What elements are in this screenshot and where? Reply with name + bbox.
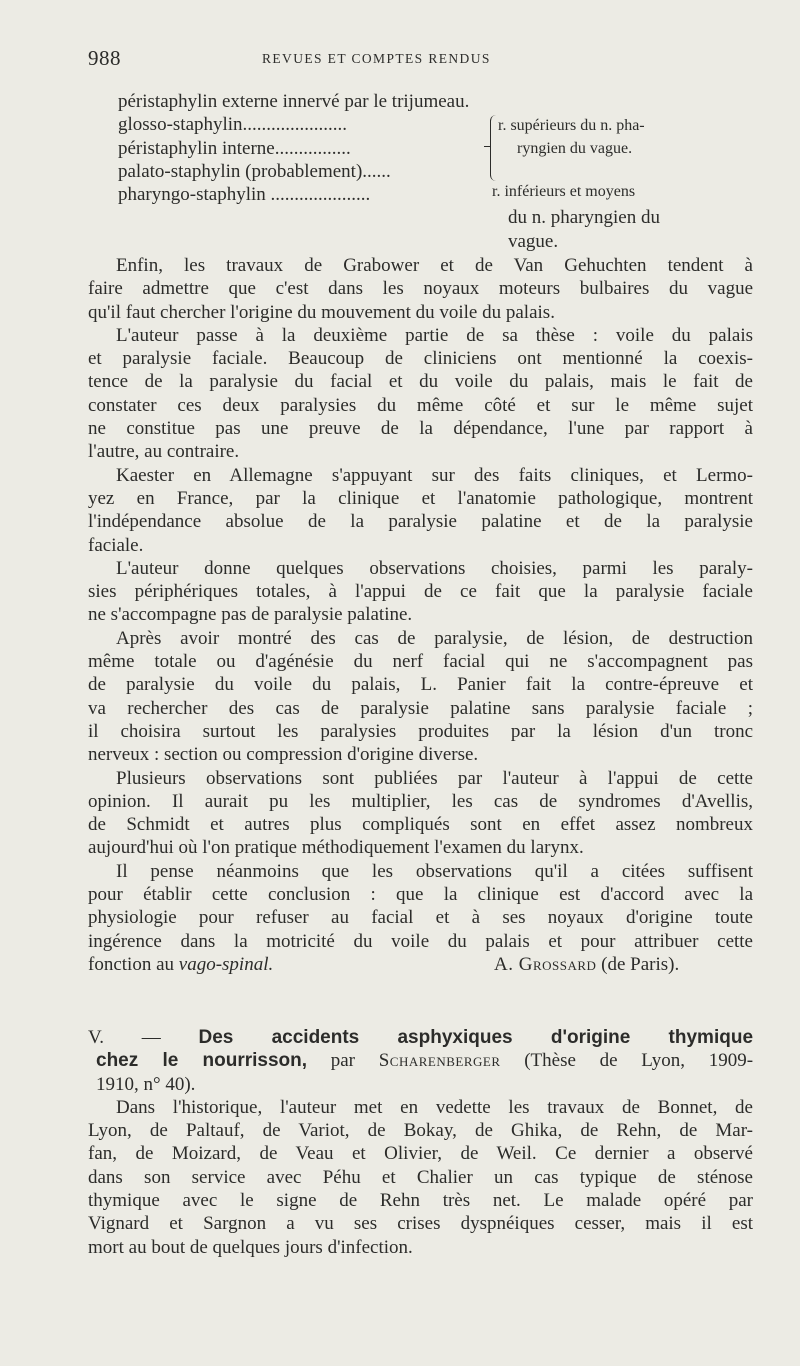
- paragraph-line: de Schmidt et autres plus compliqués sont en effet assez nombreux: [88, 814, 753, 836]
- paragraph-line: constater ces deux paralysies du même côté et sur le même sujet: [88, 394, 753, 416]
- list-item: palato-staphylin (probablement)......: [118, 160, 391, 182]
- paragraph-line: opinion. Il aurait pu les multiplier, les cas de syndromes d'Avellis,: [88, 790, 753, 812]
- paragraph-line: dans son service avec Péhu et Chalier un cas typique de sténose: [88, 1166, 753, 1188]
- paragraph-line: ne s'accompagne pas de paralysie palatine.: [88, 604, 413, 626]
- list-item: pharyngo-staphylin .....................: [118, 184, 371, 206]
- paragraph-line: mort au bout de quelques jours d'infection.: [88, 1236, 413, 1258]
- paragraph-line: L'auteur donne quelques observations choisies, parmi les paraly-: [116, 557, 753, 579]
- page-number: 988: [88, 46, 121, 70]
- paragraph-line: l'autre, au contraire.: [88, 441, 240, 463]
- paragraph-line: de paralysie du voile du palais, L. Panier fait la contre-épreuve et: [88, 674, 753, 696]
- paragraph-line: Il pense néanmoins que les observations qu'il a citées suffisent: [116, 860, 753, 882]
- paragraph-line: qu'il faut chercher l'origine du mouvement du voile du palais.: [88, 301, 555, 323]
- paragraph-line: sies périphériques totales, à l'appui de ce fait que la paralysie faciale: [88, 581, 753, 603]
- paragraph-line: va rechercher des cas de paralysie palatine sans paralysie faciale ;: [88, 697, 753, 719]
- italic-term: vago-spinal.: [178, 953, 274, 975]
- paragraph-line: pour établir cette conclusion : que la clinique est d'accord avec la: [88, 884, 753, 906]
- review-heading: [88, 1026, 753, 1049]
- paragraph-line: aujourd'hui où l'on pratique méthodiquement l'examen du larynx.: [88, 837, 584, 859]
- paragraph-line: l'indépendance absolue de la paralysie palatine et de la paralysie: [88, 511, 753, 533]
- paragraph-line: physiologie pour refuser au facial et à ses noyaux d'origine toute: [88, 907, 753, 929]
- paragraph-line: et paralysie faciale. Beaucoup de cliniciens ont mentionné la coexis-: [88, 348, 753, 370]
- review-heading: chez le nourrisson, par Scharenberger (Thèse de Lyon, 1909-: [96, 1050, 753, 1072]
- paragraph-line: ne constitue pas une preuve de la dépendance, l'une par rapport à: [88, 418, 753, 440]
- paragraph-line: il choisira surtout les paralysies produites par la lésion d'un tronc: [88, 720, 753, 742]
- paragraph-line: Après avoir montré des cas de paralysie, de lésion, de destruction: [116, 627, 753, 649]
- paragraph-line: nerveux : section ou compression d'origine diverse.: [88, 744, 479, 766]
- paragraph-line: Plusieurs observations sont publiées par l'auteur à l'appui de cette: [116, 767, 753, 789]
- paragraph-line: Dans l'historique, l'auteur met en vedette les travaux de Bonnet, de: [116, 1096, 753, 1118]
- paragraph-line: fan, de Moizard, de Veau et Olivier, de Weil. Ce dernier a observé: [88, 1143, 753, 1165]
- review-citation: (Thèse de Lyon, 1909-: [524, 1050, 753, 1072]
- review-citation: 1910, n° 40).: [96, 1073, 196, 1095]
- grouping-brace-tip: [484, 146, 490, 147]
- paragraph-line: même totale ou d'agénésie du nerf facial qui ne s'accompagnent pas: [88, 651, 753, 673]
- paragraph-line: faire admettre que c'est dans les noyaux moteurs bulbaires du vague: [88, 278, 753, 300]
- review-signature: A. Grossard (de Paris).: [494, 953, 680, 975]
- list-branch-lower: du n. pharyngien du: [508, 207, 660, 229]
- paragraph-line: Vignard et Sargnon a vu ses crises dyspnéiques cesser, mais il est: [88, 1213, 753, 1235]
- review-title: Des accidents asphyxiques d'origine thymique: [198, 1027, 753, 1048]
- list-branch-lower: vague.: [508, 230, 559, 252]
- paragraph-line: Kaester en Allemagne s'appuyant sur des faits cliniques, et Lermo-: [116, 464, 753, 486]
- review-author: Scharenberger: [378, 1050, 501, 1072]
- running-head-title: REVUES ET COMPTES RENDUS: [262, 51, 491, 66]
- review-closing-line: fonction au vago-spinal. A. Grossard (de Paris).: [88, 953, 680, 975]
- paragraph-line: L'auteur passe à la deuxième partie de sa thèse : voile du palais: [116, 324, 753, 346]
- list-intro: péristaphylin externe innervé par le trijumeau.: [118, 91, 470, 112]
- list-branch-upper: r. supérieurs du n. pha-: [498, 117, 645, 135]
- list-branch-lower: r. inférieurs et moyens: [492, 183, 636, 201]
- paragraph-line: tence de la paralysie du facial et du voile du palais, mais le fait de: [88, 371, 753, 393]
- paragraph-line: faciale.: [88, 534, 144, 556]
- review-entry: [88, 1026, 753, 1259]
- review-title: chez le nourrisson,: [96, 1050, 308, 1072]
- list-item: glosso-staphylin......................: [118, 114, 348, 136]
- review-number: V. —: [88, 1027, 161, 1048]
- review-body: [88, 254, 753, 976]
- paragraph-line: ingérence dans la motricité du voile du palais et pour attribuer cette: [88, 930, 753, 952]
- paragraph-line: Lyon, de Paltauf, de Variot, de Bokay, de Ghika, de Rehn, de Mar-: [88, 1120, 753, 1142]
- list-branch-upper: ryngien du vague.: [517, 140, 633, 158]
- paragraph-line: yez en France, par la clinique et l'anatomie pathologique, montrent: [88, 487, 753, 509]
- paragraph-line: Enfin, les travaux de Grabower et de Van Gehuchten tendent à: [116, 255, 753, 276]
- innervation-list: [88, 90, 753, 253]
- list-item: péristaphylin interne................: [118, 137, 351, 159]
- list-rows: [88, 113, 753, 206]
- paragraph-line: thymique avec le signe de Rehn très net. Le malade opéré par: [88, 1190, 753, 1212]
